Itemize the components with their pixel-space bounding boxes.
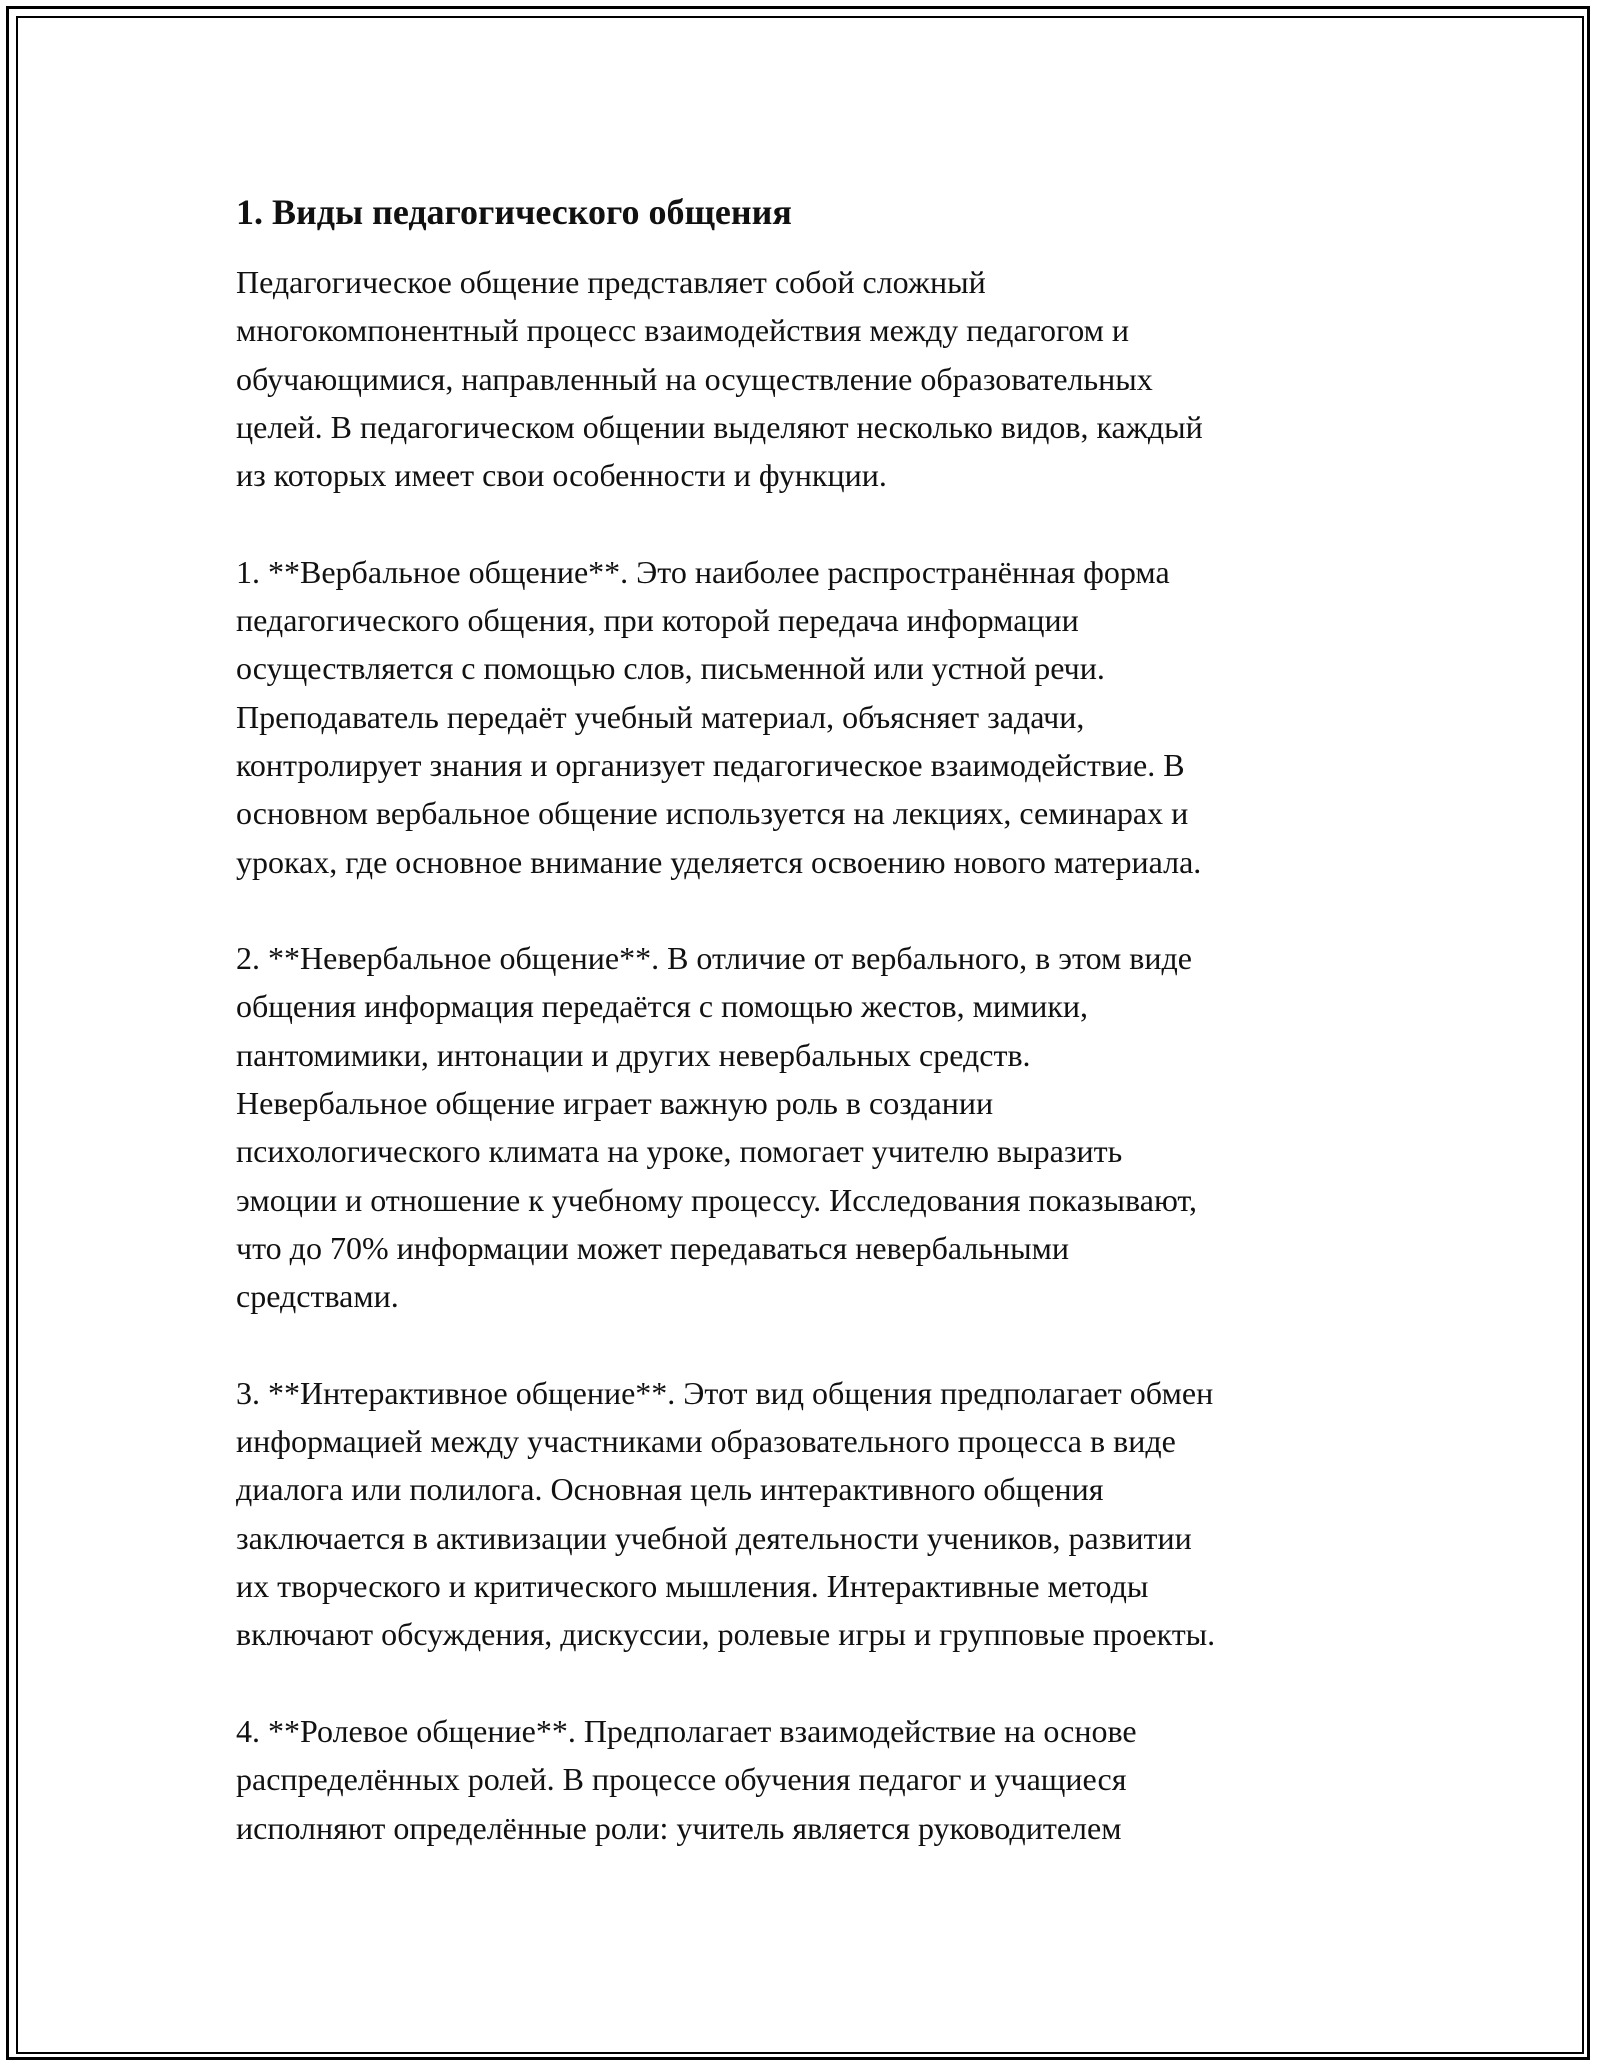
text-line: включают обсуждения, дискуссии, ролевые игры и групповые проекты.	[236, 1616, 1216, 1653]
text-line: заключается в активизации учебной деятельности учеников, развитии	[236, 1519, 1192, 1556]
text-line: Преподаватель передаёт учебный материал, объясняет задачи,	[236, 698, 1085, 735]
text-line: педагогического общения, при которой передача информации	[236, 602, 1079, 639]
text-line: осуществляется с помощью слов, письменной или устной речи.	[236, 650, 1105, 687]
text-line: исполняют определённые роли: учитель является руководителем	[236, 1809, 1122, 1846]
text-line: многокомпонентный процесс взаимодействия между педагогом и	[236, 312, 1130, 349]
text-line: целей. В педагогическом общении выделяют несколько видов, каждый	[236, 408, 1203, 445]
text-line: психологического климата на уроке, помогает учителю выразить	[236, 1133, 1123, 1170]
text-line: 4. **Ролевое общение**. Предполагает взаимодействие на основе	[236, 1712, 1137, 1749]
text-line: 1. **Вербальное общение**. Это наиболее распространённая форма	[236, 553, 1170, 590]
paragraph-nonverbal	[236, 934, 1376, 1320]
text-line: общения информация передаётся с помощью жестов, мимики,	[236, 988, 1088, 1025]
text-line: распределённых ролей. В процессе обучения педагог и учащиеся	[236, 1761, 1127, 1798]
text-line: 3. **Интерактивное общение**. Этот вид общения предполагает обмен	[236, 1374, 1214, 1411]
text-line: средствами.	[236, 1278, 399, 1315]
paragraph-intro	[236, 258, 1376, 499]
text-line: основном вербальное общение используется на лекциях, семинарах и	[236, 795, 1189, 832]
document-body	[236, 186, 1376, 1900]
text-line: уроках, где основное внимание уделяется освоению нового материала.	[236, 843, 1202, 880]
paragraph-verbal	[236, 548, 1376, 886]
text-line: контролирует знания и организует педагогическое взаимодействие. В	[236, 746, 1185, 783]
text-line: эмоции и отношение к учебному процессу. Исследования показывают,	[236, 1181, 1197, 1218]
text-line: информацией между участниками образовательного процесса в виде	[236, 1423, 1176, 1460]
paragraph-role	[236, 1707, 1376, 1852]
text-line: Педагогическое общение представляет собой сложный	[236, 264, 986, 300]
text-line: 2. **Невербальное общение**. В отличие от вербального, в этом виде	[236, 940, 1192, 977]
text-line: из которых имеет свои особенности и функции.	[236, 457, 887, 494]
text-line: что до 70% информации может передаваться невербальными	[236, 1229, 1069, 1266]
text-line: пантомимики, интонации и других невербальных средств.	[236, 1036, 1031, 1073]
paragraph-interactive	[236, 1369, 1376, 1659]
text-line: обучающимися, направленный на осуществление образовательных	[236, 360, 1153, 397]
text-line: их творческого и критического мышления. Интерактивные методы	[236, 1568, 1149, 1605]
text-line: диалога или полилога. Основная цель интерактивного общения	[236, 1471, 1104, 1508]
document-title: 1. Виды педагогического общения	[236, 192, 792, 232]
text-line: Невербальное общение играет важную роль в создании	[236, 1085, 994, 1122]
